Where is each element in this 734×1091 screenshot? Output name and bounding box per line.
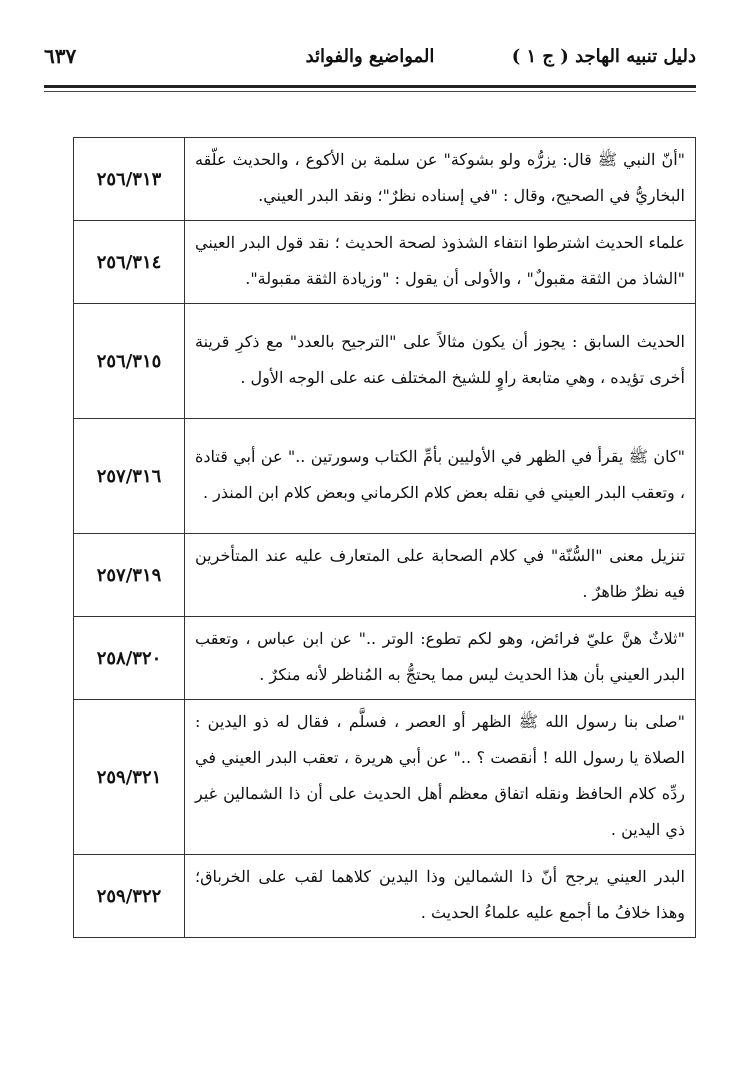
table-row: [74, 534, 696, 617]
table-row: [74, 304, 696, 419]
table-row: [74, 138, 696, 221]
row-reference: ٢٥٦/٣١٣: [74, 138, 185, 221]
row-text: "صلى بنا رسول الله ﷺ الظهر أو العصر ، فسلَّم ، فقال له ذو اليدين : الصلاة يا رسول الله ! أنقصت ؟ .." عن أبي هريرة ، تعقب البدر العيني في ردِّه كلام الحافظ ونقله اتفاق معظم أهل الحديث على أن ذا الشمالين غير ذي اليدين .: [185, 700, 696, 855]
table-row: [74, 700, 696, 855]
row-text: "أنّ النبي ﷺ قال: يزرُّه ولو بشوكة" عن سلمة بن الأكوع ، والحديث علّقه البخاريُّ في الصحيح، وقال : "في إسناده نظرٌ"؛ ونقد البدر العيني.: [185, 138, 696, 221]
table-row: [74, 221, 696, 304]
row-text: البدر العيني يرجح أنّ ذا الشمالين وذا اليدين كلاهما لقب على الخرباق؛ وهذا خلافُ ما أجمع عليه علماءُ الحديث .: [185, 855, 696, 938]
row-reference: ٢٥٦/٣١٥: [74, 304, 185, 419]
row-text: "ثلاثٌ هنَّ عليّ فرائض، وهو لكم تطوع: الوتر .." عن ابن عباس ، وتعقب البدر العيني بأن هذا الحديث ليس مما يحتجُّ به المُناظر لأنه منكرٌ .: [185, 617, 696, 700]
row-text: الحديث السابق : يجوز أن يكون مثالاً على "الترجيح بالعدد" مع ذكرِ قرينة أخرى تؤيده ، وهي متابعة راوٍ للشيخ المختلف عنه على الوجه الأول .: [185, 304, 696, 419]
row-text: تنزيل معنى "السُّنّة" في كلام الصحابة على المتعارف عليه عند المتأخرين فيه نظرٌ ظاهرٌ .: [185, 534, 696, 617]
table-row: [74, 419, 696, 534]
row-text: "كان ﷺ يقرأ في الظهر في الأوليين بأمِّ الكتاب وسورتين .." عن أبي قتادة ، وتعقب البدر العيني في نقله بعض كلام الكرماني وبعض كلام ابن المنذر .: [185, 419, 696, 534]
index-table: [73, 137, 696, 938]
row-reference: ٢٥٩/٣٢١: [74, 700, 185, 855]
row-reference: ٢٥٧/٣١٩: [74, 534, 185, 617]
table-row: [74, 617, 696, 700]
section-title: المواضيع والفوائد: [305, 46, 435, 67]
header-rule-thick: [44, 85, 696, 88]
row-reference: ٢٥٨/٣٢٠: [74, 617, 185, 700]
row-reference: ٢٥٧/٣١٦: [74, 419, 185, 534]
row-reference: ٢٥٦/٣١٤: [74, 221, 185, 304]
page-number: ٦٣٧: [44, 44, 77, 68]
table-row: [74, 855, 696, 938]
page-header: [44, 40, 696, 80]
book-title: دليل تنبيه الهاجد ( ج ١ ): [511, 46, 696, 67]
header-rule-thin: [44, 91, 696, 92]
row-text: علماء الحديث اشترطوا انتفاء الشذوذ لصحة الحديث ؛ نقد قول البدر العيني "الشاذ من الثقة مقبولٌ" ، والأولى أن يقول : "وزيادة الثقة مقبولة".: [185, 221, 696, 304]
row-reference: ٢٥٩/٣٢٢: [74, 855, 185, 938]
